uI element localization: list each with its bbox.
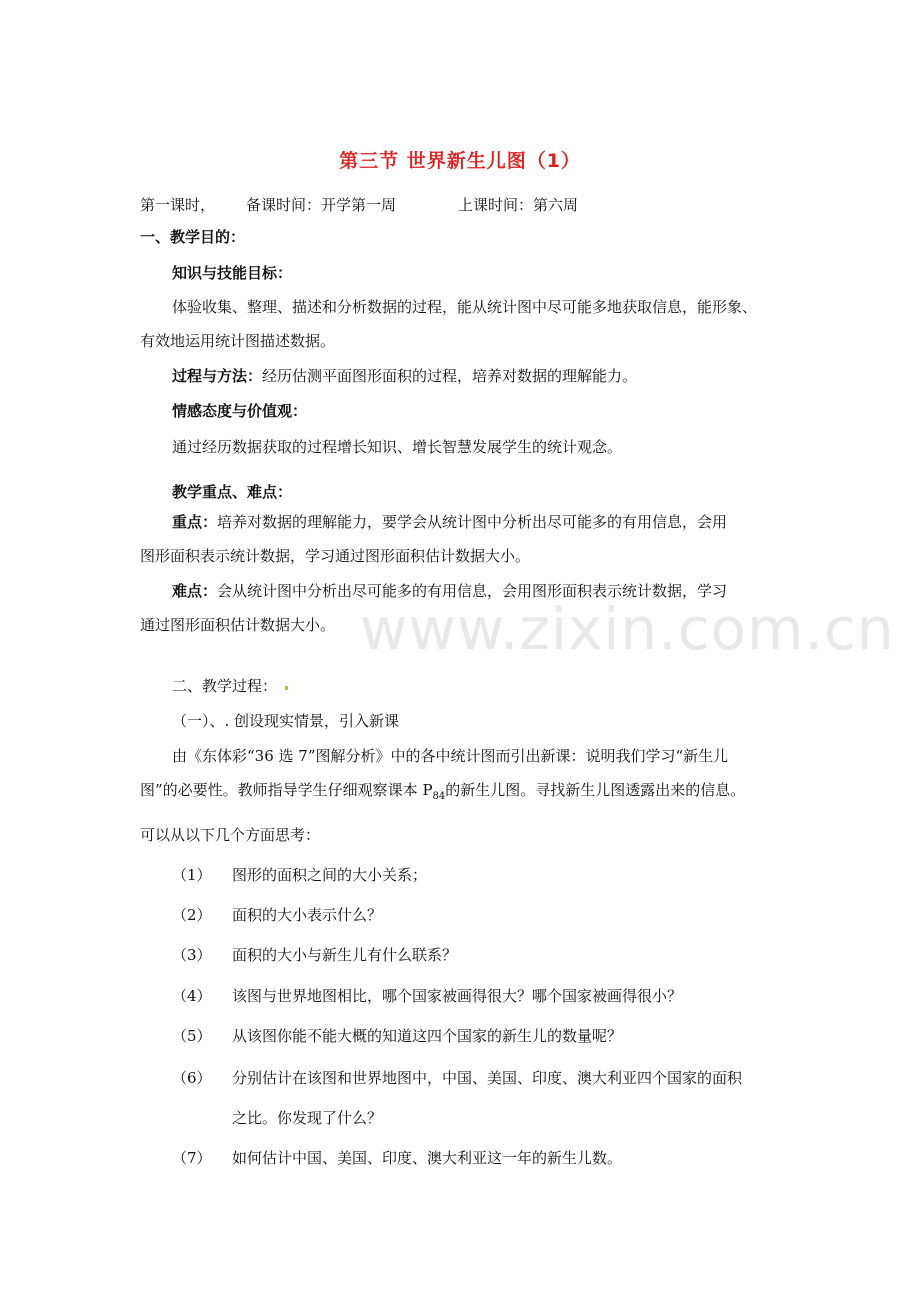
intro-paragraph-2 (140, 780, 745, 807)
list-item-number: （1） (172, 866, 212, 884)
emotion-text: 通过经历数据获取的过程增长知识、增长智慧发展学生的统计观念。 (172, 438, 623, 456)
list-item-text: 分别估计在该图和世界地图中，中国、美国、印度、澳大利亚四个国家的面积 (232, 1069, 743, 1087)
intro-paragraph-2a: 图”的必要性。教师指导学生仔细观察课本 P (140, 781, 433, 799)
meta-prep: 备课时间：开学第一周 (246, 196, 397, 214)
list-item (172, 1148, 622, 1168)
list-item-text: 从该图你能不能大概的知道这四个国家的新生儿的数量呢？ (232, 1027, 623, 1045)
page-title: 第三节 世界新生儿图（1） (339, 150, 581, 172)
meta-class: 上课时间：第六周 (458, 196, 579, 214)
list-item-number: （2） (172, 906, 212, 924)
list-item-text: 如何估计中国、美国、印度、澳大利亚这一年的新生儿数。 (232, 1149, 623, 1167)
list-item-text: 图形的面积之间的大小关系； (232, 866, 428, 884)
section-1-heading: 一、教学目的： (140, 228, 246, 246)
list-item (172, 945, 457, 965)
page-subscript: 84 (432, 791, 446, 802)
intro-paragraph-1: 由《东体彩“36 选 7”图解分析》中的各中统计图而引出新课：说明我们学习“新生儿 (172, 747, 729, 765)
list-item (172, 905, 382, 925)
process-line (172, 366, 637, 386)
meta-lesson: 第一课时， (140, 196, 216, 214)
list-item-number: （3） (172, 946, 212, 964)
watermark: www.zixin.com.cn (360, 595, 895, 663)
difficulty-text-2: 通过图形面积估计数据大小。 (140, 616, 336, 634)
list-item-text: 该图与世界地图相比，哪个国家被画得很大？哪个国家被画得很小？ (232, 987, 683, 1005)
intro-paragraph-2b: 的新生儿图。寻找新生儿图透露出来的信息。 (445, 781, 746, 799)
list-item (172, 1026, 622, 1046)
difficulty-line-1 (172, 581, 727, 601)
key-point-text-2: 图形面积表示统计数据，学习通过图形面积估计数据大小。 (140, 547, 531, 565)
knowledge-label: 知识与技能目标： (172, 264, 293, 282)
list-item-number: （4） (172, 987, 212, 1005)
lesson-meta (140, 195, 578, 215)
section-2-heading: 二、教学过程： (172, 677, 278, 695)
list-item-text: 面积的大小与新生儿有什么联系？ (232, 946, 458, 964)
key-point-line-1 (172, 512, 727, 532)
list-item (172, 865, 427, 885)
list-item-text: 之比。你发现了什么？ (232, 1109, 383, 1127)
intro-paragraph-3: 可以从以下几个方面思考： (140, 826, 321, 844)
knowledge-text-2: 有效地运用统计图描述数据。 (140, 332, 336, 350)
process-label: 过程与方法： (172, 367, 263, 385)
list-item-number: （5） (172, 1027, 212, 1045)
list-item-number: （7） (172, 1149, 212, 1167)
stray-mark (285, 686, 288, 690)
subsection-1-heading: （一）、. 创设现实情景，引入新课 (172, 712, 400, 730)
process-text: 经历估测平面图形面积的过程，培养对数据的理解能力。 (262, 367, 638, 385)
difficulty-text-1: 会从统计图中分析出尽可能多的有用信息，会用图形面积表示统计数据，学习 (217, 582, 728, 600)
list-item (172, 1068, 742, 1088)
emotion-label: 情感态度与价值观： (172, 402, 308, 420)
key-point-label: 重点： (172, 513, 218, 531)
knowledge-text-1: 体验收集、整理、描述和分析数据的过程，能从统计图中尽可能多地获取信息，能形象、 (172, 298, 758, 316)
list-item-text: 面积的大小表示什么？ (232, 906, 383, 924)
list-item (172, 986, 682, 1006)
key-point-text-1: 培养对数据的理解能力，要学会从统计图中分析出尽可能多的有用信息，会用 (217, 513, 728, 531)
difficulty-label: 难点： (172, 582, 218, 600)
focus-heading: 教学重点、难点： (172, 483, 293, 501)
list-item-number: （6） (172, 1069, 212, 1087)
list-item (172, 1108, 382, 1128)
